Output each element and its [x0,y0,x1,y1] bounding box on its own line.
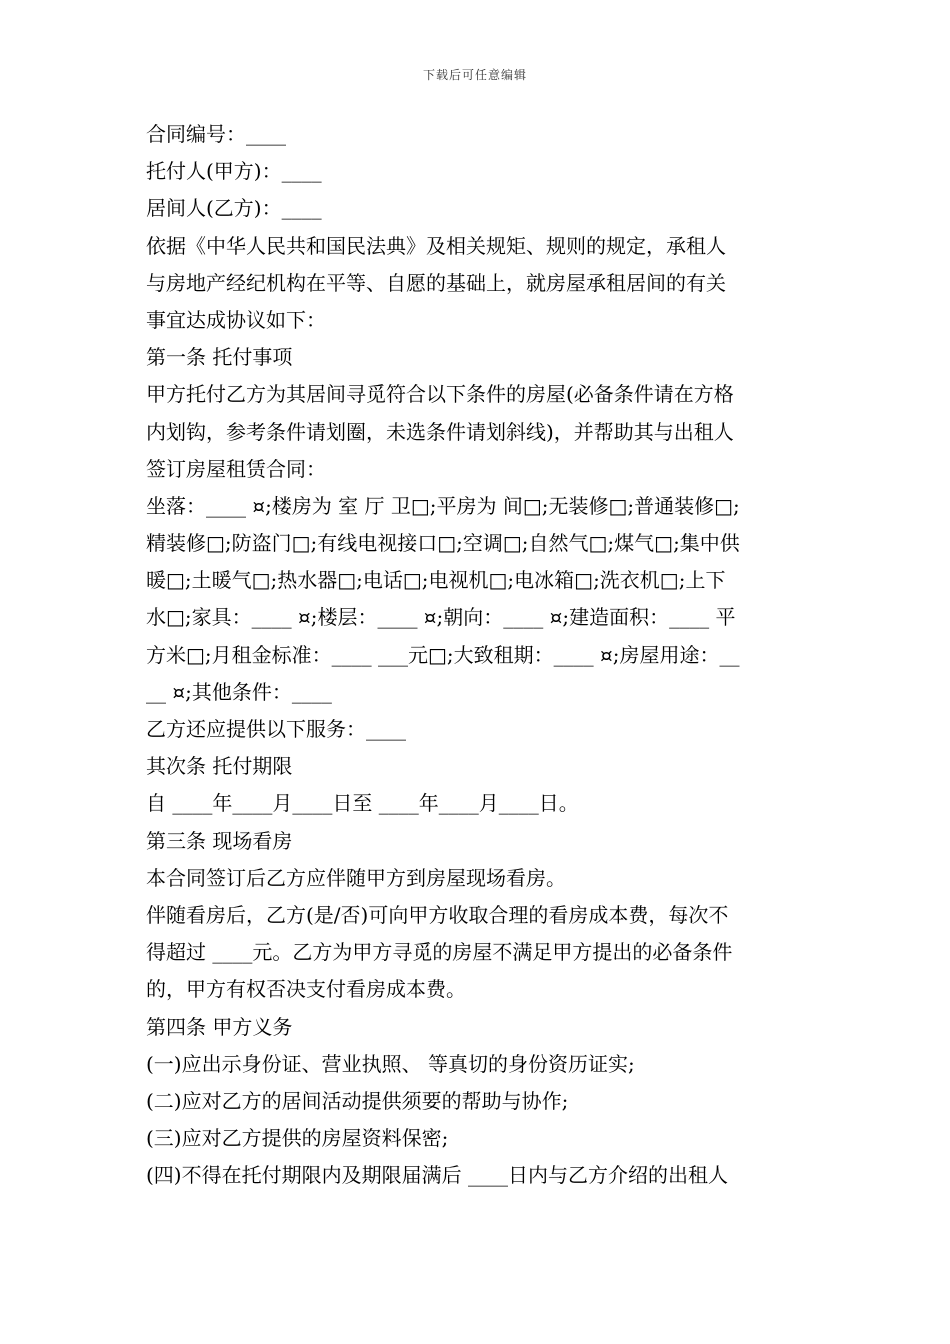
paragraph-line: 的，甲方有权否决支付看房成本费。 [146,977,466,1002]
contract-body [146,116,808,1194]
page-header: 下载后可任意编辑 [422,68,527,82]
article-heading: 其次条 托付期限 [146,754,293,779]
paragraph-line: 签订房屋租赁合同： [146,456,326,481]
services-line: 乙方还应提供以下服务：____ [146,717,406,741]
paragraph-line: 甲方托付乙方为其居间寻觅符合以下条件的房屋(必备条件请在方格 [146,382,734,407]
contract-number-line: 合同编号：____ [146,122,286,146]
article-heading: 第一条 托付事项 [146,345,293,370]
conditions-line: 坐落：____ ¤;楼房为 室 厅 卫□;平房为 间□;无装修□;普通装修□; [146,493,740,518]
party-a-line: 托付人(甲方)：____ [146,159,322,184]
preamble-line: 依据《中华人民共和国民法典》及相关规矩、规则的规定，承租人 [146,233,726,258]
obligation-item: (三)应对乙方提供的房屋资料保密; [146,1126,449,1151]
conditions-line: 方米□;月租金标准：____ ___元□;大致租期：____ ¤;房屋用途：__ [146,642,740,667]
conditions-line: 暖□;土暖气□;热水器□;电话□;电视机□;电冰箱□;洗衣机□;上下 [146,568,726,593]
obligation-item: (四)不得在托付期限内及期限届满后 ____日内与乙方介绍的出租人 [146,1163,728,1188]
article-heading: 第三条 现场看房 [146,828,293,853]
preamble-line: 事宜达成协议如下： [146,307,326,332]
preamble-line: 与房地产经纪机构在平等、自愿的基础上，就房屋承租居间的有关 [146,270,726,295]
article-heading: 第四条 甲方义务 [146,1014,293,1039]
paragraph-line: 得超过 ____元。乙方为甲方寻觅的房屋不满足甲方提出的必备条件 [146,940,733,965]
paragraph-line: 伴随看房后，乙方(是/否)可向甲方收取合理的看房成本费，每次不 [146,902,729,927]
conditions-line: 精装修□;防盗门□;有线电视接口□;空调□;自然气□;煤气□;集中供 [146,531,740,556]
conditions-line: 水□;家具：____ ¤;楼层：____ ¤;朝向：____ ¤;建造面积：____ 平 [146,605,736,630]
term-line: 自 ____年____月____日至 ____年____月____日。 [146,791,579,816]
paragraph-line: 内划钩，参考条件请划圈，未选条件请划斜线)，并帮助其与出租人 [146,419,734,444]
paragraph-line: 本合同签订后乙方应伴随甲方到房屋现场看房。 [146,865,566,890]
party-b-line: 居间人(乙方)：____ [146,196,322,221]
conditions-line: __ ¤;其他条件：____ [146,679,332,704]
obligation-item: (二)应对乙方的居间活动提供须要的帮助与协作; [146,1088,569,1113]
obligation-item: (一)应出示身份证、营业执照、 等真切的身份资历证实; [146,1051,635,1076]
